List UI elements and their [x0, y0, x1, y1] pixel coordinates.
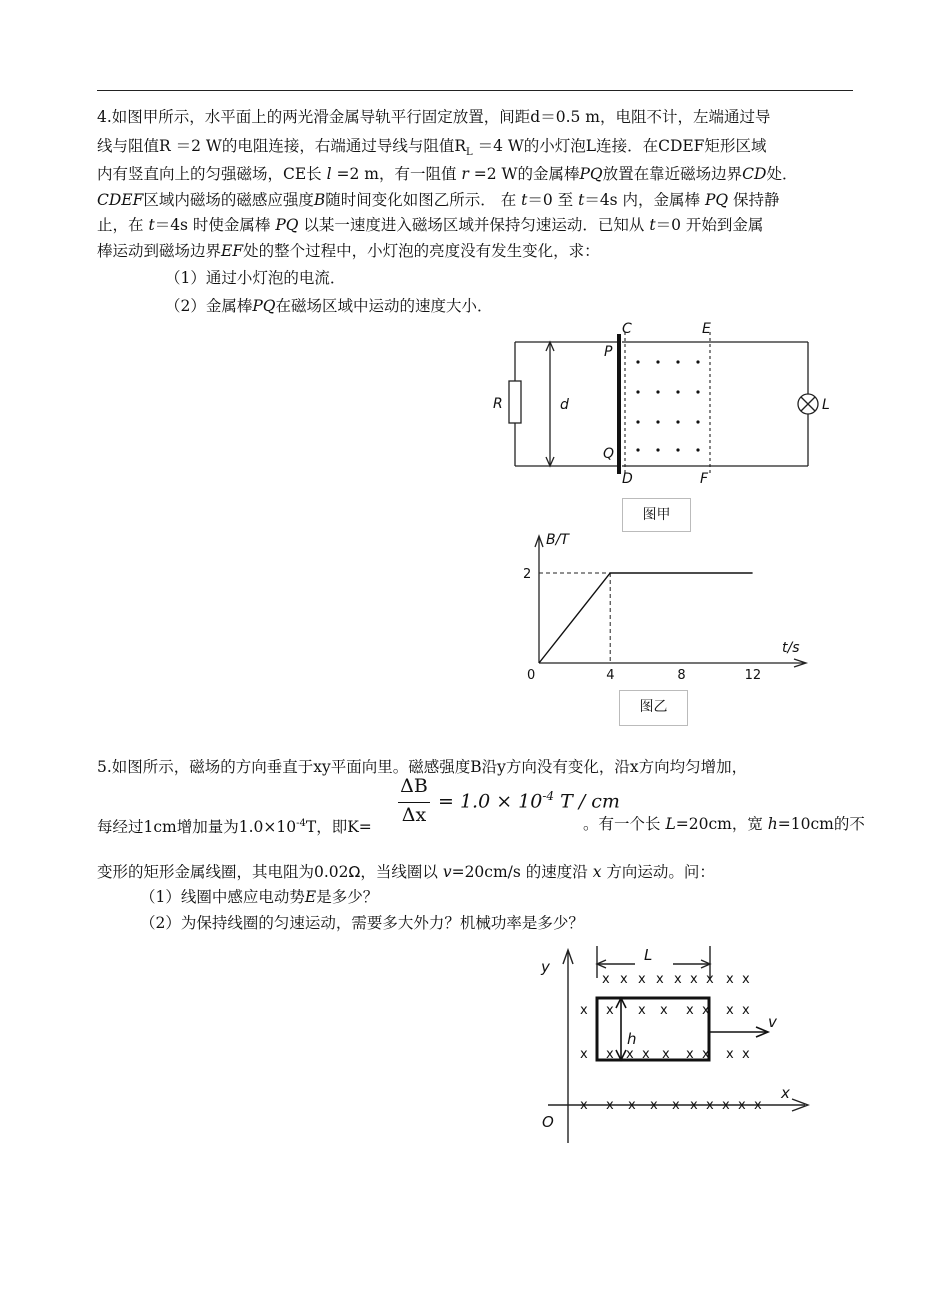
label-length: L — [644, 946, 653, 964]
field-mark: x — [672, 1098, 680, 1113]
field-mark: x — [754, 1098, 762, 1113]
field-mark: x — [606, 1047, 614, 1062]
field-mark: x — [706, 1098, 714, 1113]
field-mark: x — [620, 972, 628, 987]
p5-line-3: 变形的矩形金属线圈，其电阻为0.02Ω，当线圈以 v=20cm/s 的速度沿 x 方向运动。问： — [97, 863, 715, 881]
header-rule — [97, 90, 853, 91]
field-mark: x — [656, 972, 664, 987]
field-mark: x — [602, 972, 610, 987]
label-d-point: D — [622, 471, 633, 487]
label-q: Q — [603, 446, 615, 462]
series-b-line — [539, 573, 753, 663]
x-axis-label: t/s — [782, 640, 800, 656]
p4-line-2: 线与阻值R ＝2 W的电阻连接，右端通过导线与阻值$R_L =4$ W的小灯泡L连接．在CDEF矩形区域 — [97, 137, 767, 159]
field-mark: x — [742, 972, 750, 987]
x-tick-label: 0 — [527, 668, 536, 683]
label-c: C — [622, 321, 632, 337]
field-mark: x — [706, 972, 714, 987]
field-mark: x — [686, 1003, 694, 1018]
label-e: E — [702, 321, 711, 337]
field-mark: x — [726, 1047, 734, 1062]
coil-field-diagram — [530, 938, 830, 1148]
field-mark: x — [742, 1047, 750, 1062]
label-r: R — [493, 396, 503, 412]
label-y: y — [541, 958, 550, 976]
field-mark: x — [726, 972, 734, 987]
p5-line-2: 每经过1cm增加量为$1.0\times 10^{-4}T$，即K= — [97, 818, 372, 837]
bt-chart — [510, 528, 840, 688]
field-cross-marks — [580, 972, 762, 1113]
caption-jia: 图甲 — [622, 498, 691, 532]
field-mark: x — [650, 1098, 658, 1113]
field-mark: x — [686, 1047, 694, 1062]
field-mark: x — [626, 1047, 634, 1062]
p4-question-2: （2）金属棒PQ在磁场区域中运动的速度大小． — [165, 297, 493, 315]
label-origin: O — [542, 1113, 554, 1131]
field-mark: x — [638, 1003, 646, 1018]
magnetic-field-dots — [636, 360, 699, 451]
x-tick-label: 12 — [744, 668, 762, 683]
p4-line-5: 止，在 t＝4s 时使金属棒 PQ 以某一速度进入磁场区域并保持匀速运动．已知从 t＝0 开始到金属 — [97, 216, 764, 234]
caption-yi: 图乙 — [619, 690, 688, 726]
label-p: P — [604, 344, 613, 360]
x-tick-label: 8 — [677, 668, 686, 683]
field-mark: x — [738, 1098, 746, 1113]
field-mark: x — [638, 972, 646, 987]
p4-question-1: （1）通过小灯泡的电流． — [165, 269, 346, 287]
x-tick-label: 4 — [606, 668, 615, 683]
field-mark: x — [662, 1047, 670, 1062]
p5-line-2-tail: 。有一个长 L=20cm，宽 h=10cm的不 — [583, 815, 865, 833]
field-mark: x — [702, 1047, 710, 1062]
field-mark: x — [702, 1003, 710, 1018]
label-velocity: v — [768, 1013, 777, 1031]
p4-line-4: CDEF区域内磁场的磁感应强度B随时间变化如图乙所示． 在 t＝0 至 t＝4s 内，金属棒 PQ 保持静 — [97, 191, 780, 209]
label-x: x — [781, 1084, 790, 1102]
field-mark: x — [606, 1003, 614, 1018]
label-l: L — [822, 397, 830, 413]
label-f: F — [700, 471, 709, 487]
p4-line-1: 4.如图甲所示，水平面上的两光滑金属导轨平行固定放置，间距d＝0.5 m，电阻不计，左端通过导 — [97, 108, 771, 126]
p5-question-1: （1）线圈中感应电动势E是多少？ — [140, 888, 379, 906]
p4-line-6: 棒运动到磁场边界EF处的整个过程中，小灯泡的亮度没有发生变化，求： — [97, 242, 600, 260]
field-mark: x — [690, 1098, 698, 1113]
field-mark: x — [642, 1047, 650, 1062]
formula-numerator: ΔB — [400, 775, 428, 797]
field-mark: x — [580, 1047, 588, 1062]
y-tick-label: 2 — [523, 567, 532, 582]
field-mark: x — [580, 1003, 588, 1018]
field-mark: x — [580, 1098, 588, 1113]
p4-line-3: 内有竖直向上的匀强磁场，CE长 l =2 m，有一阻值 r =2 W的金属棒PQ放置在靠近磁场边界CD处． — [97, 165, 798, 183]
field-mark: x — [726, 1003, 734, 1018]
p5-question-2: （2）为保持线圈的匀速运动，需要多大外力？机械功率是多少？ — [140, 914, 584, 932]
field-mark: x — [690, 972, 698, 987]
label-d: d — [560, 397, 569, 413]
field-mark: x — [628, 1098, 636, 1113]
p5-line-1: 5.如图所示，磁场的方向垂直于xy平面向里。磁感强度B沿y方向没有变化，沿x方向均匀增加， — [97, 758, 748, 776]
circuit-diagram — [480, 318, 840, 493]
formula-denominator: Δx — [401, 804, 427, 826]
field-mark: x — [742, 1003, 750, 1018]
field-mark: x — [606, 1098, 614, 1113]
field-mark: x — [722, 1098, 730, 1113]
label-height: h — [627, 1030, 637, 1048]
y-axis-label: B/T — [546, 532, 569, 548]
resistor-r — [509, 381, 521, 423]
field-mark: x — [660, 1003, 668, 1018]
field-mark: x — [674, 972, 682, 987]
